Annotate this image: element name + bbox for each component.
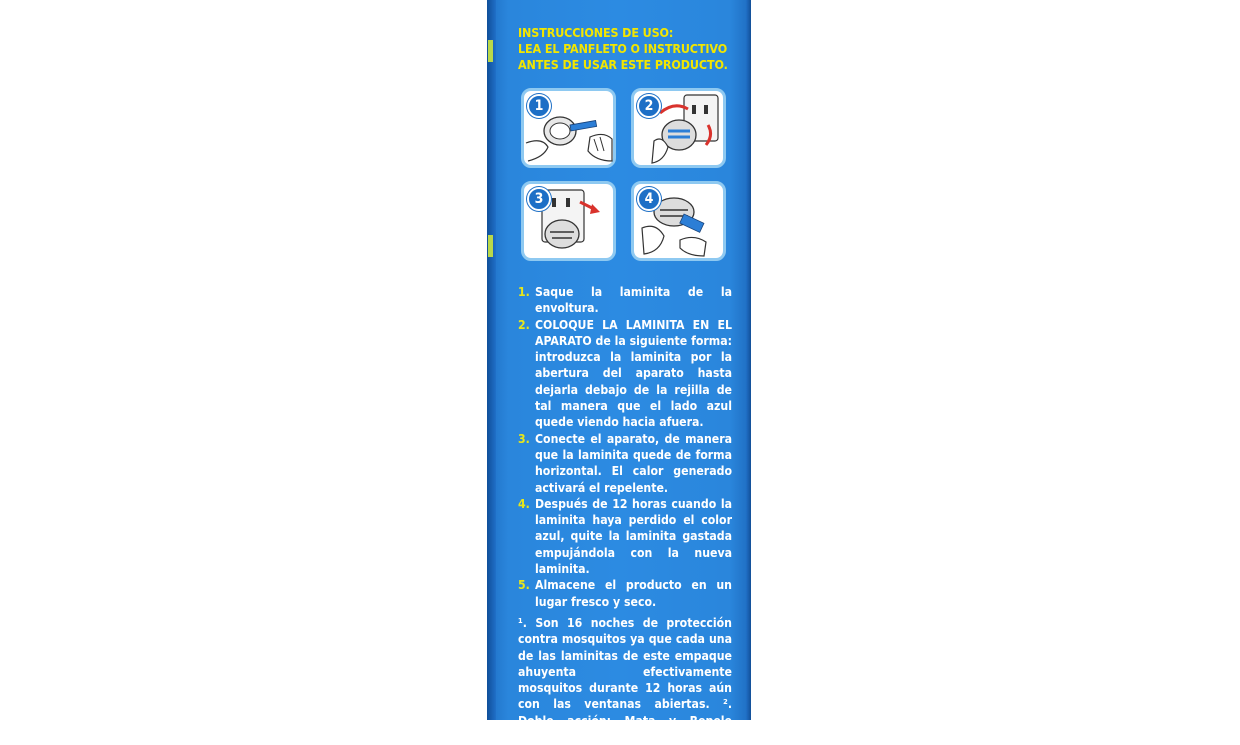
list-item: [518, 577, 732, 610]
step-number: 2.: [518, 317, 530, 332]
box-right-edge: [746, 0, 751, 720]
instruction-steps: [518, 284, 732, 610]
step-number: 5.: [518, 578, 530, 593]
list-item: [518, 496, 732, 577]
step-text: Saque la laminita de la envoltura.: [535, 285, 732, 316]
step-badge: 1: [527, 94, 551, 118]
instruction-panel-2: [631, 88, 726, 168]
step-text: Conecte el aparato, de manera que la laminita quede de forma horizontal. El calor generado activará el repelente.: [535, 431, 732, 495]
edge-green-mark: [488, 40, 493, 62]
instruction-panel-4: [631, 181, 726, 261]
step-text: COLOQUE LA LAMINITA EN EL APARATO de la siguiente forma: introduzca la laminita por la abertura del aparato hasta dejarla debajo de la rejilla de tal manera que el lado azul quede viendo hacia afuera.: [535, 317, 732, 430]
edge-green-mark: [488, 235, 493, 257]
step-number: 4.: [518, 496, 530, 511]
step-number: 1.: [518, 285, 530, 299]
instructions-title: [518, 25, 748, 73]
list-item: [518, 317, 732, 431]
step-text: Almacene el producto en un lugar fresco y seco.: [535, 578, 732, 609]
title-line: ANTES DE USAR ESTE PRODUCTO.: [518, 57, 728, 72]
package-side-panel: [487, 0, 751, 745]
step-badge: 4: [637, 187, 661, 211]
title-line: INSTRUCCIONES DE USO:: [518, 25, 674, 40]
instruction-panel-3: [521, 181, 616, 261]
title-line: LEA EL PANFLETO O INSTRUCTIVO: [518, 41, 728, 56]
step-number: 3.: [518, 431, 530, 446]
instruction-panel-1: [521, 88, 616, 168]
box-left-edge: [487, 0, 496, 720]
footnote-text: ¹. Son 16 noches de protección contra mosquitos ya que cada una de las laminitas de este empaque ahuyenta efectivamente mosquitos durante 12 horas aún con las ventanas abiertas. ². Doble acción: Mata y Repele Mosquitos.: [518, 616, 732, 745]
step-text: Después de 12 horas cuando la laminita haya perdido el color azul, quite la laminita gastada empujándola con la nueva laminita.: [535, 496, 732, 577]
step-badge: 2: [637, 94, 661, 118]
list-item: [518, 431, 732, 496]
list-item: [518, 284, 732, 317]
step-badge: 3: [527, 187, 551, 211]
